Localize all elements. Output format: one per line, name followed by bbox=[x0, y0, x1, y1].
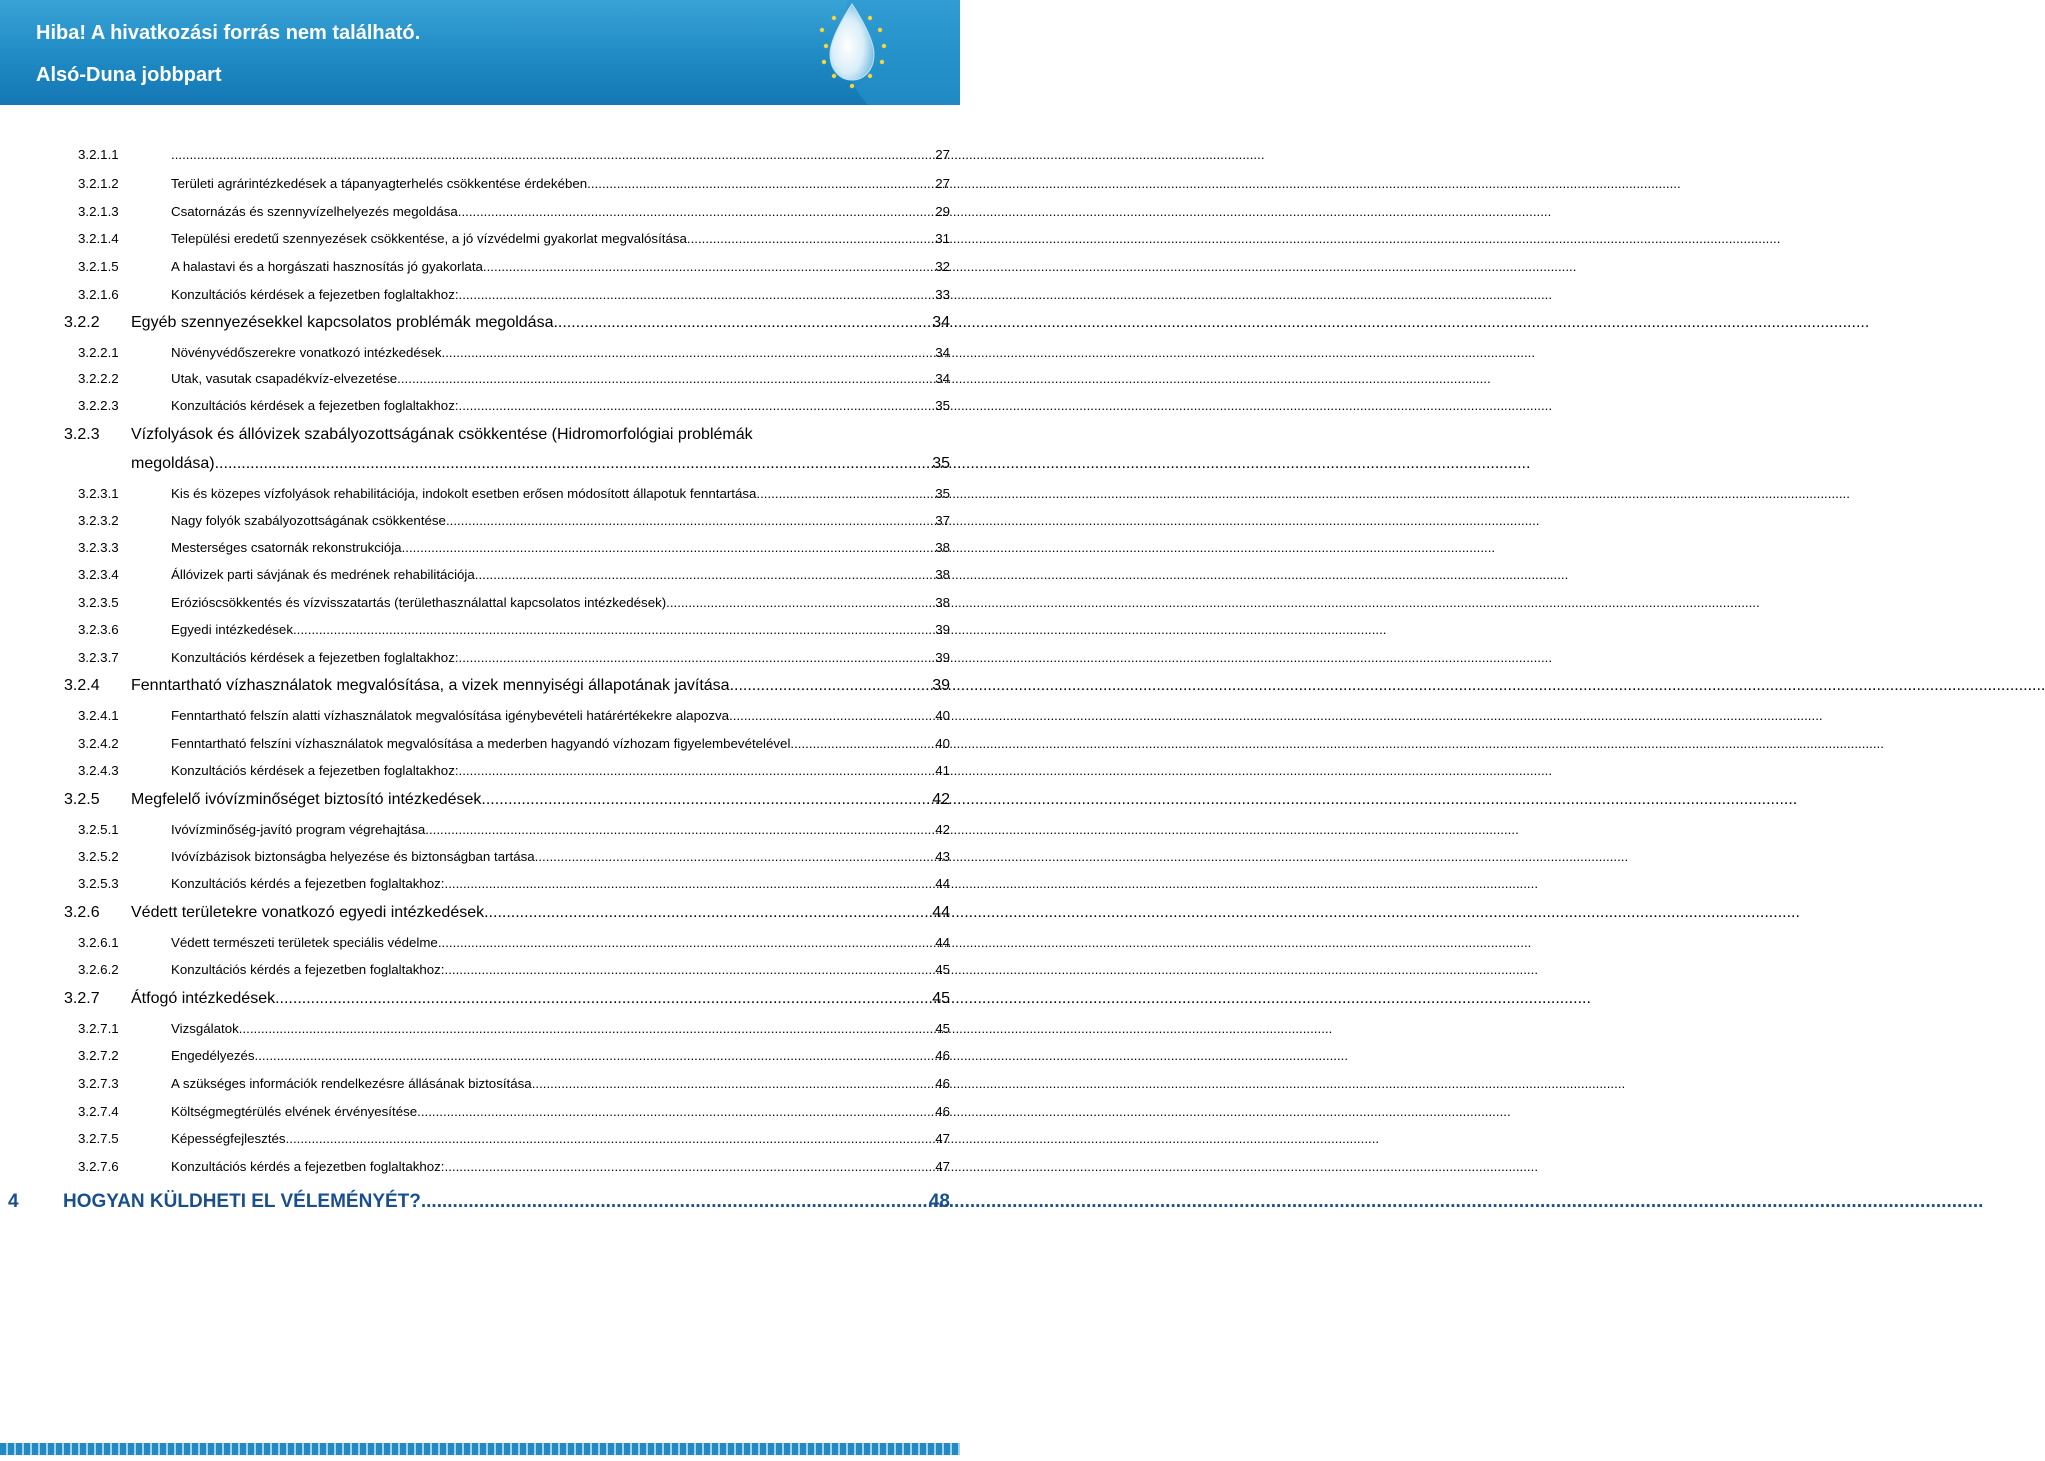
toc-entry[interactable] bbox=[78, 1131, 950, 1146]
toc-entry-title: A szükséges információk rendelkezésre állásának biztosítása bbox=[171, 1076, 532, 1091]
header-region-title: Alsó-Duna jobbpart bbox=[36, 64, 222, 86]
toc-entry[interactable] bbox=[64, 990, 950, 1008]
toc-entry-title: Vizsgálatok bbox=[171, 1021, 239, 1036]
toc-entry-number: 3.2.1.2 bbox=[78, 176, 119, 191]
toc-entry-title: Egyéb szennyezésekkel kapcsolatos problémák megoldása bbox=[131, 314, 554, 331]
toc-entry-number: 3.2.6.2 bbox=[78, 962, 119, 977]
toc-entry-title: Kis és közepes vízfolyások rehabilitációja, indokolt esetben erősen módosított állapotuk fenntartása bbox=[171, 486, 757, 501]
toc-entry-title: Konzultációs kérdés a fejezetben foglaltakhoz: bbox=[171, 1159, 445, 1174]
toc-entry-page: 48 bbox=[928, 1191, 950, 1212]
toc-entry-number: 3.2.1.3 bbox=[78, 204, 119, 219]
toc-entry-page: 40 bbox=[935, 736, 950, 751]
toc-entry[interactable] bbox=[78, 287, 950, 302]
toc-entry-number: 3.2.2.2 bbox=[78, 371, 119, 386]
toc-entry-page: 47 bbox=[935, 1159, 950, 1174]
toc-entry-number: 3.2.7.2 bbox=[78, 1048, 119, 1063]
toc-entry-title: Megfelelő ivóvízminőséget biztosító intézkedések bbox=[131, 791, 482, 808]
toc-entry[interactable] bbox=[64, 314, 950, 332]
toc-entry-page: 39 bbox=[935, 622, 950, 637]
toc-entry[interactable] bbox=[78, 371, 950, 386]
toc-entry-title-line1: Vízfolyások és állóvizek szabályozottságának csökkentése (Hidromorfológiai problémák bbox=[131, 426, 753, 443]
toc-entry-page: 27 bbox=[935, 176, 950, 191]
toc-dot-leader bbox=[458, 204, 935, 219]
toc-dot-leader bbox=[459, 763, 936, 778]
toc-entry[interactable] bbox=[78, 622, 950, 637]
toc-entry-page: 35 bbox=[935, 398, 950, 413]
toc-dot-leader bbox=[666, 595, 935, 610]
toc-entry[interactable] bbox=[78, 486, 950, 501]
toc-entry-page: 42 bbox=[932, 791, 950, 808]
toc-dot-leader bbox=[483, 259, 935, 274]
toc-entry-title: Erózióscsökkentés és vízvisszatartás (területhasználattal kapcsolatos intézkedések) bbox=[171, 595, 667, 610]
toc-entry-title: Védett természeti területek speciális védelme bbox=[171, 935, 438, 950]
toc-entry-number: 3.2.3.5 bbox=[78, 595, 119, 610]
toc-entry[interactable] bbox=[78, 1076, 950, 1091]
toc-entry[interactable] bbox=[78, 736, 950, 751]
toc-entry-number: 3.2.3.1 bbox=[78, 486, 119, 501]
toc-entry-title: Engedélyezés bbox=[171, 1048, 255, 1063]
toc-entry-number: 3.2.6 bbox=[64, 904, 100, 921]
toc-entry[interactable] bbox=[78, 231, 950, 246]
toc-entry-page: 32 bbox=[935, 259, 950, 274]
toc-entry-number: 3.2.1.1 bbox=[78, 147, 119, 162]
toc-dot-leader bbox=[445, 1159, 936, 1174]
toc-entry-page: 45 bbox=[932, 990, 950, 1007]
page-header bbox=[0, 0, 960, 105]
toc-entry-title: Konzultációs kérdés a fejezetben foglaltakhoz: bbox=[171, 962, 445, 977]
toc-entry-number: 3.2.5.1 bbox=[78, 822, 119, 837]
toc-entry-title: HOGYAN KÜLDHETI EL VÉLEMÉNYÉT? bbox=[63, 1191, 421, 1212]
toc-entry-number: 3.2.3 bbox=[64, 426, 100, 443]
toc-entry[interactable] bbox=[78, 849, 950, 864]
toc-dot-leader bbox=[402, 540, 936, 555]
toc-entry-page: 42 bbox=[935, 822, 950, 837]
toc-entry-number: 3.2.7.3 bbox=[78, 1076, 119, 1091]
toc-entry-page: 27 bbox=[935, 147, 950, 162]
toc-entry-number: 3.2.7.1 bbox=[78, 1021, 119, 1036]
toc-entry-page: 34 bbox=[935, 345, 950, 360]
toc-dot-leader bbox=[255, 1048, 936, 1063]
toc-entry-number: 3.2.5 bbox=[64, 791, 100, 808]
toc-entry[interactable] bbox=[78, 763, 950, 778]
toc-entry-page: 38 bbox=[935, 567, 950, 582]
toc-entry[interactable] bbox=[78, 345, 950, 360]
toc-entry-page: 45 bbox=[935, 1021, 950, 1036]
toc-dot-leader bbox=[446, 513, 935, 528]
toc-entry-page: 43 bbox=[935, 849, 950, 864]
toc-dot-leader bbox=[484, 904, 932, 922]
toc-entry-title: Védett területekre vonatkozó egyedi intézkedések bbox=[131, 904, 485, 921]
toc-entry-title: Fenntartható vízhasználatok megvalósítása, a vizek mennyiségi állapotának javítása bbox=[131, 677, 730, 694]
toc-entry[interactable] bbox=[78, 822, 950, 837]
toc-entry-number: 3.2.5.2 bbox=[78, 849, 119, 864]
toc-dot-leader bbox=[687, 231, 935, 246]
toc-entry-title: Fenntartható felszíni vízhasználatok megvalósítása a mederben hagyandó vízhozam figyelembevételével bbox=[171, 736, 791, 751]
toc-entry-number: 3.2.3.3 bbox=[78, 540, 119, 555]
toc-entry-number: 3.2.4.3 bbox=[78, 763, 119, 778]
toc-entry-number: 3.2.2 bbox=[64, 314, 100, 331]
toc-entry-page: 38 bbox=[935, 595, 950, 610]
toc-entry[interactable] bbox=[78, 1048, 950, 1063]
toc-entry-title: Képességfejlesztés bbox=[171, 1131, 286, 1146]
toc-entry-number: 3.2.2.1 bbox=[78, 345, 119, 360]
toc-dot-leader bbox=[425, 822, 935, 837]
toc-dot-leader bbox=[459, 650, 936, 665]
toc-entry-page: 29 bbox=[935, 204, 950, 219]
toc-entry-number: 3.2.3.6 bbox=[78, 622, 119, 637]
toc-entry-page: 33 bbox=[935, 287, 950, 302]
toc-entry-page: 34 bbox=[935, 371, 950, 386]
toc-entry-title: Konzultációs kérdések a fejezetben foglaltakhoz: bbox=[171, 398, 459, 413]
toc-dot-leader bbox=[730, 677, 933, 695]
toc-entry-page: 45 bbox=[935, 962, 950, 977]
toc-entry-title: Állóvizek parti sávjának és medrének rehabilitációja bbox=[171, 567, 475, 582]
toc-entry-title: Fenntartható felszín alatti vízhasználatok megvalósítása igénybevételi határértékekre alapozva bbox=[171, 708, 730, 723]
toc-entry-number: 3.2.4.1 bbox=[78, 708, 119, 723]
toc-entry-page: 39 bbox=[935, 650, 950, 665]
toc-entry-title: Utak, vasutak csapadékvíz-elvezetése bbox=[171, 371, 398, 386]
toc-entry-number: 3.2.3.7 bbox=[78, 650, 119, 665]
toc-entry-title: megoldása) bbox=[131, 455, 215, 472]
toc-entry-page: 40 bbox=[935, 708, 950, 723]
toc-entry-number: 3.2.1.5 bbox=[78, 259, 119, 274]
toc-entry-page: 44 bbox=[935, 876, 950, 891]
toc-entry-page: 44 bbox=[932, 904, 950, 921]
toc-entry-number: 3.2.4.2 bbox=[78, 736, 119, 751]
toc-dot-leader bbox=[756, 486, 935, 501]
toc-entry-title: Átfogó intézkedések bbox=[131, 990, 276, 1007]
toc-entry-title: Mesterséges csatornák rekonstrukciója bbox=[171, 540, 402, 555]
footer-bar bbox=[0, 1443, 960, 1455]
toc-entry-title: Egyedi intézkedések bbox=[171, 622, 293, 637]
toc-entry-number: 3.2.5.3 bbox=[78, 876, 119, 891]
toc-entry-title: Ivóvízminőség-javító program végrehajtása bbox=[171, 822, 426, 837]
toc-entry[interactable] bbox=[78, 962, 950, 977]
toc-entry[interactable] bbox=[78, 567, 950, 582]
toc-dot-leader bbox=[481, 791, 932, 809]
toc-dot-leader bbox=[445, 962, 936, 977]
toc-entry-page: 46 bbox=[935, 1048, 950, 1063]
toc-entry-title: Konzultációs kérdés a fejezetben foglaltakhoz: bbox=[171, 876, 445, 891]
toc-entry[interactable] bbox=[78, 176, 950, 191]
toc-entry-title: Nagy folyók szabályozottságának csökkentése bbox=[171, 513, 446, 528]
toc-entry-title: Konzultációs kérdések a fejezetben foglaltakhoz: bbox=[171, 287, 459, 302]
toc-entry-title: A halastavi és a horgászati hasznosítás jó gyakorlata bbox=[171, 259, 483, 274]
toc-entry-number: 3.2.2.3 bbox=[78, 398, 119, 413]
toc-dot-leader bbox=[215, 455, 933, 473]
toc-entry-page: 31 bbox=[935, 231, 950, 246]
toc-entry[interactable] bbox=[64, 791, 950, 809]
toc-entry-number: 4 bbox=[8, 1191, 19, 1212]
toc-dot-leader bbox=[587, 176, 935, 191]
toc-dot-leader bbox=[445, 876, 936, 891]
toc-entry-title: Növényvédőszerekre vonatkozó intézkedések bbox=[171, 345, 442, 360]
toc-dot-leader bbox=[417, 1104, 935, 1119]
toc-entry-page: 44 bbox=[935, 935, 950, 950]
water-drop-stars-logo bbox=[808, 0, 960, 105]
toc-dot-leader bbox=[438, 935, 935, 950]
toc-entry-page: 37 bbox=[935, 513, 950, 528]
toc-entry-page: 47 bbox=[935, 1131, 950, 1146]
toc-entry-title: Ivóvízbázisok biztonságba helyezése és biztonságban tartása bbox=[171, 849, 535, 864]
toc-entry[interactable] bbox=[64, 677, 950, 695]
toc-dot-leader bbox=[729, 708, 935, 723]
toc-entry-title: Területi agrárintézkedések a tápanyagterhelés csökkentése érdekében bbox=[171, 176, 588, 191]
toc-dot-leader bbox=[171, 147, 935, 162]
toc-entry-page: 35 bbox=[932, 455, 950, 472]
toc-dot-leader bbox=[459, 287, 936, 302]
toc-entry[interactable] bbox=[78, 595, 950, 610]
toc-entry-page: 35 bbox=[935, 486, 950, 501]
toc-entry-number: 3.2.6.1 bbox=[78, 935, 119, 950]
toc-dot-leader bbox=[475, 567, 935, 582]
toc-entry-chapter[interactable] bbox=[8, 1191, 950, 1213]
header-error-text: Hiba! A hivatkozási forrás nem található. bbox=[36, 22, 421, 44]
toc-dot-leader bbox=[421, 1191, 929, 1213]
toc-entry[interactable] bbox=[78, 1021, 950, 1036]
toc-entry[interactable] bbox=[131, 455, 950, 473]
toc-dot-leader bbox=[293, 622, 935, 637]
toc-dot-leader bbox=[239, 1021, 935, 1036]
toc-entry-page: 46 bbox=[935, 1104, 950, 1119]
toc-dot-leader bbox=[459, 398, 936, 413]
toc-entry-number: 3.2.1.4 bbox=[78, 231, 119, 246]
toc-entry-title: Költségmegtérülés elvének érvényesítése bbox=[171, 1104, 418, 1119]
toc-entry-page: 41 bbox=[935, 763, 950, 778]
toc-entry-page: 39 bbox=[932, 677, 950, 694]
toc-entry-page: 38 bbox=[935, 540, 950, 555]
toc-entry-title: Települési eredetű szennyezések csökkentése, a jó vízvédelmi gyakorlat megvalósítása bbox=[171, 231, 687, 246]
toc-dot-leader bbox=[532, 1076, 936, 1091]
toc-entry[interactable] bbox=[78, 513, 950, 528]
toc-entry-page: 34 bbox=[932, 314, 950, 331]
toc-entry[interactable] bbox=[78, 708, 950, 723]
toc-entry-number: 3.2.7.4 bbox=[78, 1104, 119, 1119]
toc-dot-leader bbox=[442, 345, 936, 360]
toc-entry[interactable] bbox=[78, 1159, 950, 1174]
toc-entry-number: 3.2.7.5 bbox=[78, 1131, 119, 1146]
toc-entry[interactable] bbox=[78, 540, 950, 555]
toc-dot-leader bbox=[286, 1131, 936, 1146]
toc-entry[interactable] bbox=[78, 935, 950, 950]
toc-dot-leader bbox=[790, 736, 935, 751]
toc-entry-number: 3.2.7 bbox=[64, 990, 100, 1007]
toc-entry[interactable] bbox=[64, 904, 950, 922]
toc-entry[interactable] bbox=[78, 204, 950, 219]
toc-entry[interactable] bbox=[78, 259, 950, 274]
toc-entry-number: 3.2.3.2 bbox=[78, 513, 119, 528]
toc-dot-leader bbox=[275, 990, 932, 1008]
toc-entry-number: 3.2.7.6 bbox=[78, 1159, 119, 1174]
toc-entry-title: Konzultációs kérdések a fejezetben foglaltakhoz: bbox=[171, 650, 459, 665]
toc-entry[interactable] bbox=[78, 876, 950, 891]
toc-entry[interactable] bbox=[78, 398, 950, 413]
toc-entry[interactable] bbox=[78, 147, 950, 162]
toc-entry-number: 3.2.1.6 bbox=[78, 287, 119, 302]
toc-dot-leader bbox=[535, 849, 936, 864]
toc-entry-page: 46 bbox=[935, 1076, 950, 1091]
toc-entry-number: 3.2.3.4 bbox=[78, 567, 119, 582]
toc-entry[interactable] bbox=[78, 650, 950, 665]
toc-dot-leader bbox=[553, 314, 932, 332]
toc-entry-title: Csatornázás és szennyvízelhelyezés megoldása bbox=[171, 204, 458, 219]
toc-dot-leader bbox=[397, 371, 935, 386]
toc-entry[interactable] bbox=[78, 1104, 950, 1119]
toc-entry-title: Konzultációs kérdések a fejezetben foglaltakhoz: bbox=[171, 763, 459, 778]
toc-entry-number: 3.2.4 bbox=[64, 677, 100, 694]
